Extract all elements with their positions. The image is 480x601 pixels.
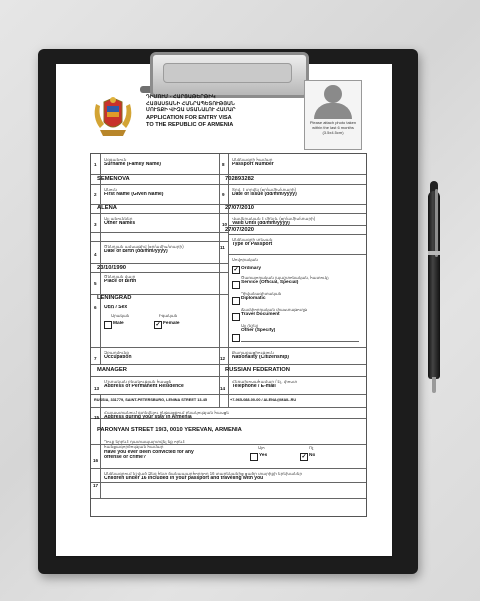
field-number: 9 — [222, 192, 225, 197]
row-divider — [91, 184, 366, 185]
passport-type-label: Անձնագրի տեսակ Type of Passport — [232, 237, 273, 248]
other-specify-line[interactable] — [241, 341, 359, 342]
field-number: 13 — [94, 386, 100, 391]
surname-value[interactable]: SEMENOVA — [97, 176, 130, 182]
other-names-label: Այլ անուններ Other Names — [104, 216, 136, 227]
field-number: 17 — [93, 483, 99, 488]
diplomatic-option: Դիվանագիտական Diplomatic — [241, 291, 282, 302]
first-name-value[interactable]: ALENA — [97, 205, 117, 211]
date-of-birth-value[interactable]: 23/10/1990 — [97, 265, 127, 271]
stay-address-label: Հայաստանում գտնվելու ընթացքում բնակության հասցե Address during your stay in Armenia — [104, 410, 230, 421]
pen-body — [428, 191, 440, 379]
travel-document-checkbox[interactable] — [232, 313, 240, 321]
row-divider — [91, 407, 366, 408]
passport-number-label: Անձնագրի համար Passport Number — [232, 157, 274, 168]
field-number: 5 — [94, 281, 97, 286]
field-number: 7 — [94, 356, 97, 361]
male-checkbox[interactable] — [104, 321, 112, 329]
sex-label: Սեռ / Sex — [104, 305, 128, 310]
row-divider — [91, 394, 366, 395]
valid-until-label: Վավերական է մինչև (օր/ամիս/տարի) Valid Until (dd/mm/yyyy) — [232, 216, 316, 227]
date-of-issue-value[interactable]: 27/07/2010 — [225, 205, 255, 211]
passport-type-ordinary-option: Սովորական — [232, 257, 258, 262]
date-of-birth-label: Ծննդյան ամսաթիվ (օր/ամիս/տարի) Date of Birth (dd/mm/yyyy) — [104, 244, 184, 255]
date-of-issue-label: Տրվ. է տրվել (օր/ամիս/տարի) Date of Issue (dd/mm/yyyy) — [232, 187, 297, 198]
surname-label: Ազգանուն Surname (Family Name) — [104, 157, 161, 168]
armenia-coat-of-arms-emblem — [90, 94, 136, 140]
place-of-birth-label: Ծննդյան վայր Place of Birth — [104, 274, 137, 285]
row-divider — [91, 263, 228, 264]
diplomatic-checkbox[interactable] — [232, 297, 240, 305]
row-divider — [228, 234, 366, 235]
field-number: 4 — [94, 252, 97, 257]
row-divider — [91, 232, 228, 233]
row-divider — [91, 347, 366, 348]
field-number: 16 — [93, 458, 99, 463]
title-armenian-line: ՀԱՅԱՍՏԱՆԻ ՀԱՆՐԱՊԵՏՈՒԹՅԱՆ — [146, 100, 235, 107]
passport-number-value[interactable]: 702893282 — [225, 176, 255, 182]
field-number: 15 — [94, 415, 100, 420]
row-divider — [91, 213, 366, 214]
clipboard-clip — [150, 52, 309, 98]
pen — [427, 181, 441, 395]
male-armenian-label: Արական — [111, 313, 130, 318]
application-form-table — [90, 153, 367, 517]
female-armenian-label: Իգական — [159, 313, 178, 318]
clip-window — [163, 63, 292, 83]
place-of-birth-value[interactable]: LENINGRAD — [97, 295, 132, 301]
telephone-email-label: Հեռախոսահամար / Էլ. փոստ Telephone / E-mail — [232, 379, 298, 390]
ordinary-label: Ordinary — [241, 266, 261, 271]
row-divider — [91, 241, 228, 242]
row-divider — [91, 376, 366, 377]
field-number: 6 — [94, 305, 97, 310]
field-number: 3 — [94, 222, 97, 227]
yes-armenian-label: Այո — [258, 445, 265, 450]
ordinary-checkbox[interactable]: ✓ — [233, 267, 239, 273]
occupation-value[interactable]: MANAGER — [97, 367, 127, 373]
title-english-line: TO THE REPUBLIC OF ARMENIA — [146, 122, 234, 129]
field-number: 1 — [94, 162, 97, 167]
row-divider — [91, 498, 366, 499]
first-name-label: Անուն First Name (Given Name) — [104, 187, 164, 198]
num-column-divider — [100, 154, 101, 364]
title-armenian-line: ԴԻՄՈՒՄ - ՀԱՐՑԱԹԵՐԹԻԿ — [146, 94, 216, 100]
field-number: 12 — [220, 356, 226, 361]
telephone-email-value[interactable]: +7-965-088-00-00 / ALENA@MAIL.RU — [230, 398, 297, 402]
valid-until-value[interactable]: 27/07/2020 — [225, 227, 255, 233]
permanent-address-label: Մշտական բնակության հասցե Address of Permanent Residence — [104, 379, 184, 390]
form-title — [146, 94, 296, 129]
person-silhouette-body — [314, 103, 352, 119]
yes-checkbox[interactable] — [250, 453, 258, 461]
pen-tip — [432, 377, 436, 393]
nationality-label: Քաղաքացիություն Nationality (Citizenship) — [232, 350, 289, 361]
other-checkbox[interactable] — [232, 334, 240, 342]
row-divider — [91, 468, 366, 469]
pen-ring — [428, 251, 440, 255]
female-checkbox[interactable]: ✓ — [155, 322, 161, 328]
photo-placeholder[interactable] — [304, 80, 362, 150]
children-label: Անձնագրում նշված Ձեզ հետ ճանապարհորդող 16 տարեկանից ցածր տարիքի երեխաներ Children under 16 included in your passport and traveling with you — [104, 471, 303, 482]
row-divider — [228, 254, 366, 255]
row-divider — [91, 482, 366, 483]
service-option: Ծառայողական (պաշտոնական, հատուկ) Service (Official, Special) — [241, 275, 329, 286]
male-label: Male — [113, 321, 124, 326]
field-number: 8 — [222, 162, 225, 167]
middle-column-divider — [219, 154, 220, 407]
service-checkbox[interactable] — [232, 281, 240, 289]
no-label: No — [309, 453, 316, 458]
field-number: 2 — [94, 192, 97, 197]
field-number: 14 — [220, 386, 226, 391]
title-english-line: APPLICATION FOR ENTRY VISA — [146, 114, 232, 121]
nationality-value[interactable]: RUSSIAN FEDERATION — [225, 367, 290, 373]
stay-address-value[interactable]: PARONYAN STREET 19/3, 0010 YEREVAN, ARMENIA — [97, 427, 242, 433]
no-armenian-label: Ոչ — [309, 445, 314, 450]
travel-document-option: Ճամփորդական փաստաթուղթ Travel Document — [241, 307, 307, 318]
num-column-divider — [100, 468, 101, 498]
row-divider — [91, 174, 366, 175]
conviction-question-label: Դուք երբևէ դատապարտվել եք որևէ հանցագործության համար Have you ever been convicted for any offense or crime? — [104, 439, 194, 461]
title-armenian-line: ՄՈՒՏՔԻ ՎԻԶԱ ՍՏԱՆԱԼՈՒ ՀԱՄԱՐ — [146, 107, 236, 114]
field-number: 11 — [220, 245, 225, 250]
person-silhouette-icon — [324, 85, 342, 103]
photo-note: Please attach photo taken within the last 6 months (3.5x4.5cm) — [309, 120, 357, 135]
row-divider — [91, 364, 366, 365]
field-number: 10 — [222, 222, 228, 227]
row-divider — [91, 272, 228, 273]
female-label: Female — [163, 321, 180, 326]
other-option: Այլ (նշել) Other (Specify) — [241, 323, 276, 334]
yes-label: Yes — [259, 453, 268, 458]
occupation-label: Զբաղմունք Occupation — [104, 350, 132, 361]
permanent-address-value[interactable]: RUSSIA, 331779, SAINT-PETERSBURG, LENINA STREET 13-45 — [94, 398, 207, 402]
no-checkbox[interactable]: ✓ — [301, 454, 307, 460]
pen-clip — [435, 189, 438, 257]
